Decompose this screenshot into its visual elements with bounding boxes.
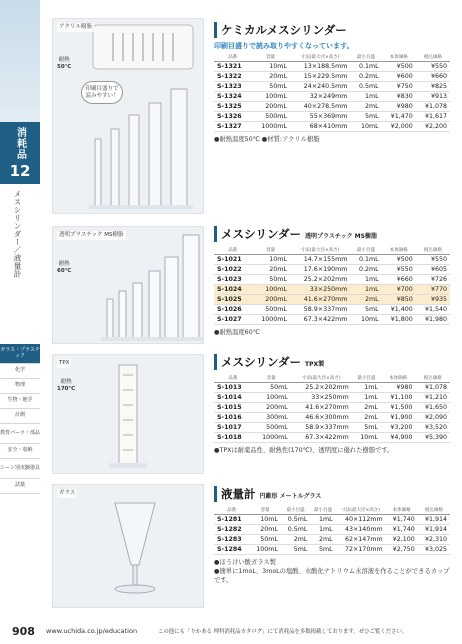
website-link[interactable]: www.uchida.co.jp/education — [46, 627, 138, 635]
spec-note: ●ほうけい酸ガラス製 — [214, 559, 276, 566]
category-label: 消耗品 — [14, 126, 26, 160]
table-row: S-1025 200mL 41.6×270mm 2mL ¥850 ¥935 — [214, 295, 450, 305]
table-row: S-1283 50mL 2mL 2mL 62×147mm ¥2,100 ¥2,310 — [214, 535, 450, 545]
section-title: メスシリンダー 透明プラスチック MS樹脂 — [214, 226, 450, 242]
material-label: TPX — [59, 360, 70, 366]
table-row: S-1325 200mL 40×278.5mm 2mL ¥980 ¥1,078 — [214, 102, 450, 112]
table-row: S-1327 1000mL 68×410mm 10mL ¥2,000 ¥2,200 — [214, 122, 450, 132]
rail-menu — [0, 344, 40, 494]
section-title: 液量計 円錐形 メートルグラス — [214, 486, 450, 502]
table-row: S-1018 1000mL 67.3×422mm 10mL ¥4,900 ¥5,390 — [214, 433, 450, 443]
table-row: S-1321 10mL 13×188.5mm 0.1mL ¥500 ¥550 — [214, 62, 450, 72]
product-image-chemical-cylinder — [52, 18, 204, 214]
rail-menu-item[interactable]: 教育パーツ・部品 — [0, 424, 40, 444]
rail-menu-item[interactable]: 化学 — [0, 364, 40, 379]
section-measuring-glass — [214, 486, 450, 585]
footer-text: この他にも「りかある 理科消耗品カタログ」にて消耗品を多数掲載しております。ぜひご覧ください。 — [158, 629, 408, 635]
section-title: ケミカルメスシリンダー — [214, 22, 450, 38]
page-number: 908 — [12, 624, 35, 638]
heat-badge: 耐熱 60℃ — [57, 261, 72, 274]
table-row: S-1013 50mL 25.2×202mm 1mL ¥980 ¥1,078 — [214, 383, 450, 393]
rail-menu-item[interactable]: シーン別実験器具 — [0, 459, 40, 479]
rail-menu-item[interactable]: 生物・地学 — [0, 394, 40, 409]
category-tab[interactable] — [0, 122, 40, 184]
rail-menu-item[interactable]: ガラス・プラスチック — [0, 344, 40, 364]
table-row: S-1323 50mL 24×240.5mm 0.5mL ¥750 ¥825 — [214, 82, 450, 92]
spec-note: ●簡単に1moL、3moLの塩酸、水酸化ナトリウム水溶液を作ることができるカップです。 — [214, 568, 450, 585]
section-tagline: 印刷目盛りで読み取りやすくなっています。 — [214, 42, 354, 50]
table-row: S-1014 100mL 33×250mm 1mL ¥1,100 ¥1,210 — [214, 393, 450, 403]
section-chemical-cylinder — [214, 22, 450, 144]
product-image-tpx-cylinder — [52, 354, 204, 474]
table-row: S-1282 20mL 0.5mL 1mL 43×140mm ¥1,740 ¥1,914 — [214, 525, 450, 535]
cylinder-photo-icon — [53, 227, 204, 344]
table-row: S-1015 200mL 41.6×270mm 2mL ¥1,500 ¥1,650 — [214, 403, 450, 413]
table-row: S-1024 100mL 33×250mm 1mL ¥700 ¥770 — [214, 285, 450, 295]
table-row: S-1021 10mL 14.7×155mm 0.1mL ¥500 ¥550 — [214, 255, 450, 265]
rail-menu-item[interactable]: 安全・収納 — [0, 444, 40, 459]
rail-menu-item[interactable]: 計測 — [0, 409, 40, 424]
product-image-measuring-glass — [52, 484, 204, 608]
section-ms-cylinder — [214, 226, 450, 337]
spec-note: ●耐熱温度50℃ ●材質:アクリル樹脂 — [214, 136, 320, 143]
table-row: S-1326 500mL 55×369mm 5mL ¥1,470 ¥1,617 — [214, 112, 450, 122]
measuring-glass-icon — [53, 485, 204, 608]
section-tpx-cylinder — [214, 354, 450, 455]
heat-badge: 耐熱 170℃ — [57, 379, 76, 392]
rail-menu-item[interactable]: 物理 — [0, 379, 40, 394]
left-rail — [0, 0, 40, 600]
heat-badge: 耐熱 50℃ — [57, 57, 72, 70]
spec-note: ●耐熱温度60℃ — [214, 329, 260, 336]
cylinder-photo-icon — [53, 355, 204, 474]
rail-menu-item[interactable]: 試薬 — [0, 479, 40, 494]
table-row: S-1281 10mL 0.5mL 1mL 40×112mm ¥1,740 ¥1,914 — [214, 515, 450, 525]
table-row: S-1022 20mL 17.6×190mm 0.2mL ¥550 ¥605 — [214, 265, 450, 275]
rail-vertical-label: メスシリンダー／液量計 — [13, 190, 22, 278]
section-title: メスシリンダー TPX製 — [214, 354, 450, 370]
product-image-ms-cylinder — [52, 226, 204, 344]
table-row: S-1324 100mL 32×249mm 1mL ¥830 ¥913 — [214, 92, 450, 102]
table-row: S-1284 100mL 5mL 5mL 72×170mm ¥2,750 ¥3,025 — [214, 545, 450, 555]
spec-table: 品番 容量 寸法(最大径×高さ) 最小目盛 本体価格 税込価格 S-1013 50mL 25.2×202mm 1mL ¥980 ¥1,078 S-1014 100mL 33×250mm 1mL ¥1,100 ¥1,210 S-1015 200mL 41.6×270mm 2mL ¥1,500 ¥1,650 S-1016 300mL 46.6×300mm 2mL ¥1,900 ¥2,090 S-1017 500mL 58.9×337mm 5mL ¥3,200 ¥3,520 S-1018 1000mL 67.3×422mm 10mL ¥4,900 ¥5,390 — [214, 374, 450, 443]
spec-table: 品番 容量 最小目盛 最小目盛 寸法(最大径×高さ) 本体価格 税込価格 S-1281 10mL 0.5mL 1mL 40×112mm ¥1,740 ¥1,914 S-1282 20mL 0.5mL 1mL 43×140mm ¥1,740 ¥1,914 S-1283 50mL 2mL 2mL 62×147mm ¥2,100 ¥2,310 S-1284 100mL 5mL 5mL 72×170mm ¥2,750 ¥3,025 — [214, 506, 450, 555]
table-row: S-1016 300mL 46.6×300mm 2mL ¥1,900 ¥2,090 — [214, 413, 450, 423]
table-row: S-1027 1000mL 67.3×422mm 10mL ¥1,800 ¥1,980 — [214, 315, 450, 325]
page-footer — [0, 618, 462, 644]
cylinder-photo-icon — [53, 19, 204, 214]
spec-note: ●TPXは耐薬品性、耐熱性(170℃)、透明度に優れた樹脂です。 — [214, 447, 394, 454]
category-number: 12 — [9, 161, 31, 180]
spec-table: 品番 容量 寸法(最大径×高さ) 最小目盛 本体価格 税込価格 S-1021 10mL 14.7×155mm 0.1mL ¥500 ¥550 S-1022 20mL 17.6×190mm 0.2mL ¥550 ¥605 S-1023 50mL 25.2×202mm 1mL ¥660 ¥726 S-1024 100mL 33×250mm 1mL ¥700 ¥770 S-1025 200mL 41.6×270mm 2mL ¥850 ¥935 S-1026 500mL 58.9×337mm 5mL ¥1,400 ¥1,540 S-1027 1000mL 67.3×422mm 10mL ¥1,800 ¥1,980 — [214, 246, 450, 325]
material-label: 透明プラスチック MS樹脂 — [59, 232, 124, 238]
table-row: S-1017 500mL 58.9×337mm 5mL ¥3,200 ¥3,520 — [214, 423, 450, 433]
table-row: S-1023 50mL 25.2×202mm 1mL ¥660 ¥726 — [214, 275, 450, 285]
callout-bubble: 印刷目盛りで読みやすい！ — [81, 81, 123, 104]
spec-table: 品番 容量 寸法(最大径×高さ) 最小目盛 本体価格 税込価格 S-1321 10mL 13×188.5mm 0.1mL ¥500 ¥550 S-1322 20mL 15×229.5mm 0.2mL ¥600 ¥660 S-1323 50mL 24×240.5mm 0.5mL ¥750 ¥825 S-1324 100mL 32×249mm 1mL ¥830 ¥913 S-1325 200mL 40×278.5mm 2mL ¥980 ¥1,078 S-1326 500mL 55×369mm 5mL ¥1,470 ¥1,617 S-1327 1000mL 68×410mm 10mL ¥2,000 ¥2,200 — [214, 53, 450, 132]
table-row: S-1026 500mL 58.9×337mm 5mL ¥1,400 ¥1,540 — [214, 305, 450, 315]
material-label: ガラス — [59, 490, 76, 496]
table-row: S-1322 20mL 15×229.5mm 0.2mL ¥600 ¥660 — [214, 72, 450, 82]
material-label: アクリル樹脂 — [59, 24, 92, 30]
